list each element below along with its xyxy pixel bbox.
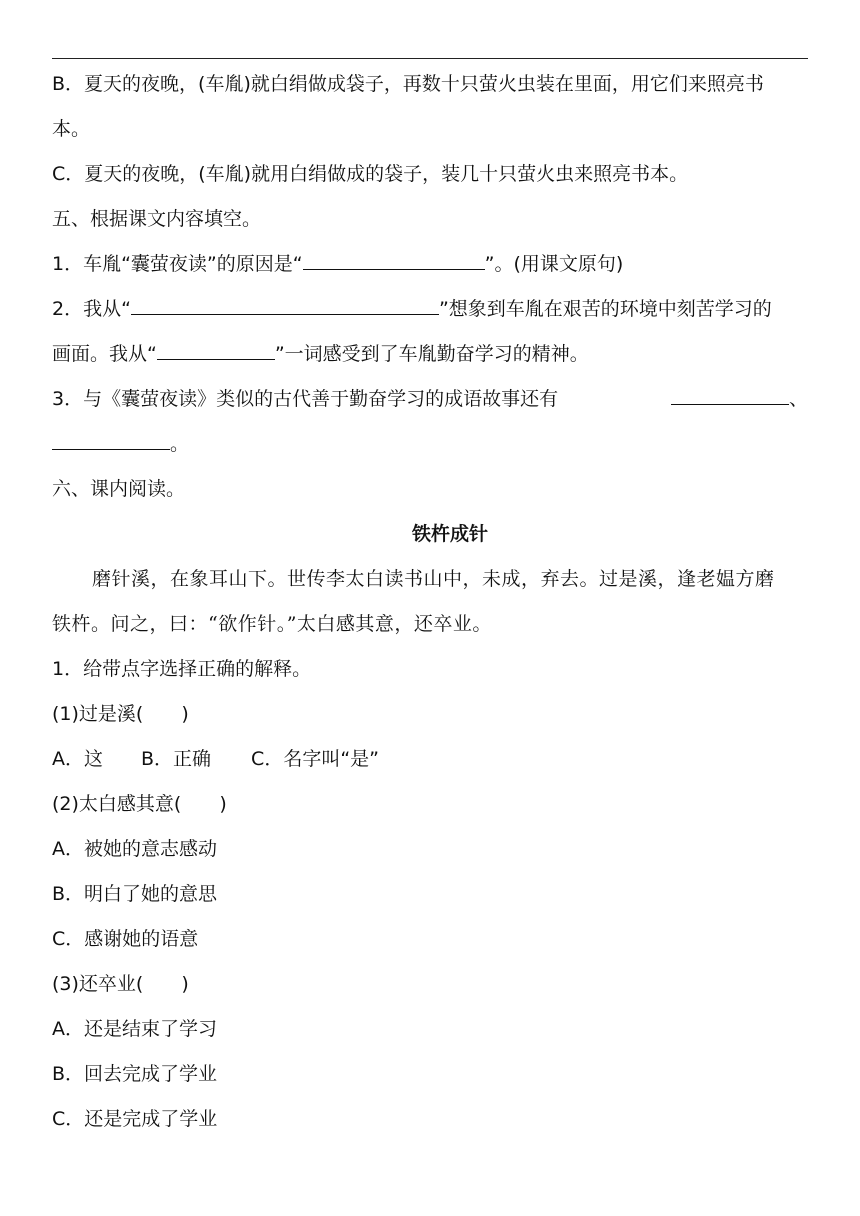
option-b-line-2: 本。 — [52, 118, 91, 140]
item-1-3: (3)还卒业( ) — [52, 973, 189, 995]
item-1-2: (2)太白感其意( ) — [52, 793, 227, 815]
question-2-blank-1[interactable] — [131, 297, 439, 315]
item-1-1-option-c[interactable]: C．名字叫“是” — [251, 748, 380, 770]
question-2-blank-2[interactable] — [157, 342, 275, 360]
question-1-blank[interactable] — [303, 252, 485, 270]
question-2-suffix: ”想象到车胤在艰苦的环境中刻苦学习的 — [438, 298, 772, 320]
question-1 — [52, 252, 623, 276]
passage-line-1: 磨针溪，在象耳山下。世传李太白读书山中，未成，弃去。过是溪，逢老媪方磨 — [92, 568, 775, 590]
question-1-prefix: 1．车胤“囊萤夜读”的原因是“ — [52, 253, 303, 275]
question-2-line-2-prefix: 画面。我从“ — [52, 343, 157, 365]
question-3-end: 。 — [170, 433, 190, 455]
question-2-prefix: 2．我从“ — [52, 298, 131, 320]
passage-line-2: 铁杵。问之，曰：“欲作针。”太白感其意，还卒业。 — [52, 613, 492, 635]
sub-question-1: 1．给带点字选择正确的解释。 — [52, 658, 312, 680]
question-3-separator: 、 — [788, 388, 808, 410]
item-1-3-option-a[interactable]: A．还是结束了学习 — [52, 1018, 217, 1040]
question-3-line-2 — [52, 432, 189, 456]
question-2-line-2 — [52, 342, 589, 366]
question-3-line-1 — [52, 387, 808, 411]
item-1-1: (1)过是溪( ) — [52, 703, 189, 725]
item-1-2-option-c[interactable]: C．感谢她的语意 — [52, 928, 199, 950]
item-1-1-option-a[interactable]: A．这 — [52, 748, 103, 770]
header-rule — [52, 58, 808, 59]
question-3-blank-2[interactable] — [52, 432, 170, 450]
item-1-3-option-b[interactable]: B．回去完成了学业 — [52, 1063, 218, 1085]
item-1-2-option-a[interactable]: A．被她的意志感动 — [52, 838, 217, 860]
item-1-1-options — [52, 747, 379, 771]
question-1-suffix: ”。(用课文原句) — [484, 253, 624, 275]
section-6-heading: 六、课内阅读。 — [52, 478, 186, 500]
option-b-line-1: B．夏天的夜晚，(车胤)就白绢做成袋子，再数十只萤火虫装在里面，用它们来照亮书 — [52, 73, 764, 95]
question-3-text: 3．与《囊萤夜读》类似的古代善于勤奋学习的成语故事还有 — [52, 388, 559, 410]
question-2-line-1 — [52, 297, 772, 321]
item-1-1-option-b[interactable]: B．正确 — [141, 748, 212, 770]
item-1-3-option-c[interactable]: C．还是完成了学业 — [52, 1108, 218, 1130]
question-2-line-2-suffix: ”一词感受到了车胤勤奋学习的精神。 — [274, 343, 589, 365]
question-3-blank-1[interactable] — [671, 387, 789, 405]
section-5-heading: 五、根据课文内容填空。 — [52, 208, 262, 230]
passage-title: 铁杵成针 — [411, 523, 488, 545]
option-c-line: C．夏天的夜晚，(车胤)就用白绢做成的袋子，装几十只萤火虫来照亮书本。 — [52, 163, 689, 185]
item-1-2-option-b[interactable]: B．明白了她的意思 — [52, 883, 218, 905]
